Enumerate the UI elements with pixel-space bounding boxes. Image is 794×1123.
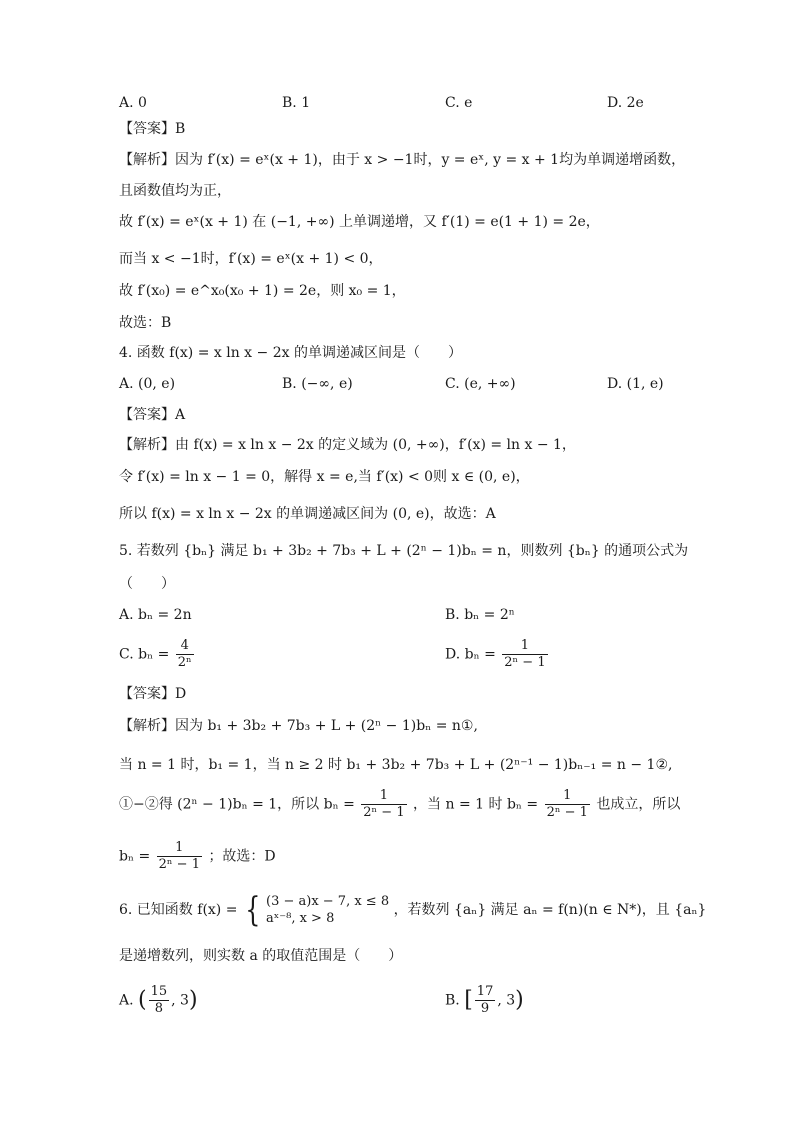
q4-option-b: B. (−∞, e) xyxy=(282,376,353,392)
q5-option-d-fraction xyxy=(502,638,547,671)
q5-exp4-pre: bₙ = xyxy=(119,848,151,865)
piecewise-case-2: aˣ⁻⁸, x > 8 xyxy=(266,911,335,926)
q4-explanation-line-3: 所以 f(x) = x ln x − 2x 的单调递减区间为 (0, e)，故选：A xyxy=(119,506,496,522)
q4-option-a: A. (0, e) xyxy=(119,376,176,392)
q6-option-b xyxy=(445,984,524,1017)
q5-option-d-numerator: 1 xyxy=(502,638,547,655)
q6-stem xyxy=(119,890,707,930)
q3-explanation-line-5: 故 f′(x₀) = e^x₀(x₀ + 1) = 2e，则 x₀ = 1， xyxy=(119,283,406,299)
q3-explanation-line-6: 故选：B xyxy=(119,315,172,331)
q6-option-b-close-paren: ) xyxy=(515,987,524,1013)
q3-explanation-line-2: 且函数值均为正， xyxy=(119,183,231,199)
q6-stem-post: ，若数列 {aₙ} 满足 aₙ = f(n)(n ∈ N*)，且 {aₙ} xyxy=(393,902,707,918)
q5-option-c-fraction xyxy=(176,638,194,671)
q5-explanation-line-3 xyxy=(119,788,680,821)
q6-option-a-open-paren: ( xyxy=(138,987,147,1013)
q5-option-c-numerator: 4 xyxy=(176,638,194,655)
q6-stem-line-2: 是递增数列，则实数 a 的取值范围是（ ） xyxy=(119,948,403,964)
q5-stem-parens: （ ） xyxy=(119,576,175,592)
q5-exp4-post: ；故选：D xyxy=(208,848,276,865)
q5-exp3-pre: ①−②得 (2ⁿ − 1)bₙ = 1，所以 bₙ = xyxy=(119,796,355,813)
q6-stem-pre: 6. 已知函数 f(x) = xyxy=(119,902,238,918)
q6-option-a-den: 8 xyxy=(154,1001,164,1016)
q3-option-b: B. 1 xyxy=(282,95,311,111)
q5-explanation-line-1: 【解析】因为 b₁ + 3b₂ + 7b₃ + L + (2ⁿ − 1)bₙ = n①, xyxy=(119,718,478,734)
q5-exp3-fraction-1-num: 1 xyxy=(361,788,406,805)
piecewise-brace: { xyxy=(245,890,261,930)
q3-explanation-line-1: 【解析】因为 f′(x) = eˣ(x + 1)，由于 x > −1时，y = eˣ, y = x + 1均为单调递增函数， xyxy=(119,152,686,168)
q5-stem: 5. 若数列 {bₙ} 满足 b₁ + 3b₂ + 7b₃ + L + (2ⁿ − 1)bₙ = n，则数列 {bₙ} 的通项公式为 xyxy=(119,543,689,559)
q5-option-c-denominator: 2ⁿ xyxy=(177,655,192,670)
q5-explanation-line-2: 当 n = 1 时，b₁ = 1，当 n ≥ 2 时 b₁ + 3b₂ + 7b₃ + L + (2ⁿ⁻¹ − 1)bₙ₋₁ = n − 1②, xyxy=(119,757,673,773)
q5-option-d-label: D. bₙ = xyxy=(445,646,496,663)
q5-exp3-fraction-2 xyxy=(545,788,590,821)
q5-exp3-post: 也成立，所以 xyxy=(596,796,681,813)
q6-option-a-num: 15 xyxy=(150,984,168,999)
q5-option-c xyxy=(119,638,196,671)
piecewise-cases xyxy=(266,893,389,927)
q5-answer: 【答案】D xyxy=(119,686,187,702)
q4-explanation-line-1: 【解析】由 f(x) = x ln x − 2x 的定义域为 (0, +∞)，f′(x) = ln x − 1， xyxy=(119,437,576,453)
q5-option-a: A. bₙ = 2n xyxy=(119,607,192,623)
q5-option-d xyxy=(445,638,550,671)
q6-option-b-num: 17 xyxy=(476,984,494,999)
q6-option-b-den: 9 xyxy=(480,1001,490,1016)
q3-explanation-line-4: 而当 x < −1时，f′(x) = eˣ(x + 1) < 0， xyxy=(119,251,383,267)
q4-option-d: D. (1, e) xyxy=(607,376,664,392)
q6-option-a-post: , 3 xyxy=(171,992,189,1009)
q5-exp3-fraction-2-num: 1 xyxy=(545,788,590,805)
q6-option-a xyxy=(119,984,198,1017)
q6-option-a-close-paren: ) xyxy=(188,987,198,1013)
q4-stem: 4. 函数 f(x) = x ln x − 2x 的单调递减区间是（ ） xyxy=(119,345,462,361)
q5-option-c-label: C. bₙ = xyxy=(119,646,170,663)
q3-option-a: A. 0 xyxy=(119,95,147,111)
q3-explanation-line-3: 故 f′(x) = eˣ(x + 1) 在 (−1, +∞) 上单调递增，又 f′(1) = e(1 + 1) = 2e， xyxy=(119,214,600,230)
q5-exp4-fraction-den: 2ⁿ − 1 xyxy=(158,857,200,872)
q6-option-a-label: A. xyxy=(119,992,134,1009)
q5-exp3-fraction-2-den: 2ⁿ − 1 xyxy=(546,805,588,820)
q4-explanation-line-2: 令 f′(x) = ln x − 1 = 0，解得 x = e,当 f′(x) < 0则 x ∈ (0, e)， xyxy=(119,469,530,485)
q4-answer: 【答案】A xyxy=(119,407,186,423)
q5-exp3-fraction-1-den: 2ⁿ − 1 xyxy=(363,805,405,820)
q6-option-a-fraction xyxy=(149,984,170,1017)
q3-answer: 【答案】B xyxy=(119,121,186,137)
q5-exp3-fraction-1 xyxy=(361,788,406,821)
q6-option-b-fraction xyxy=(475,984,496,1017)
q3-option-c: C. e xyxy=(445,95,473,111)
q5-option-b: B. bₙ = 2ⁿ xyxy=(445,607,515,623)
q6-option-b-label: B. xyxy=(445,992,460,1009)
piecewise-case-1: (3 − a)x − 7, x ≤ 8 xyxy=(266,894,390,909)
q6-option-b-post: , 3 xyxy=(497,992,516,1009)
q3-option-d: D. 2e xyxy=(607,95,644,111)
q5-exp4-fraction xyxy=(157,840,202,873)
q4-option-c: C. (e, +∞) xyxy=(445,376,516,392)
q5-option-d-denominator: 2ⁿ − 1 xyxy=(504,655,546,670)
q6-option-b-open-bracket: [ xyxy=(464,987,473,1013)
q5-explanation-line-4 xyxy=(119,840,276,873)
q5-exp3-mid: ，当 n = 1 时 bₙ = xyxy=(413,796,539,813)
q5-exp4-fraction-num: 1 xyxy=(157,840,202,857)
